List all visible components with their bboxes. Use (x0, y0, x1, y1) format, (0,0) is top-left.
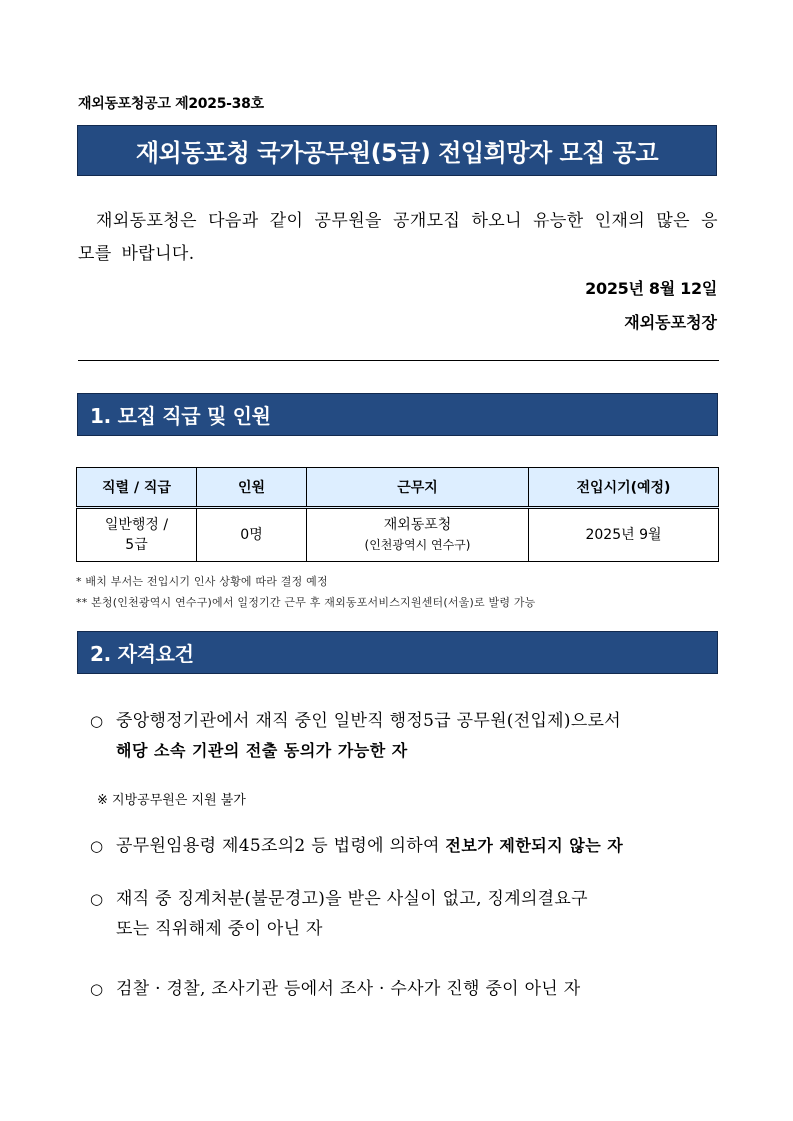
place-name: 재외동포청 (383, 517, 452, 533)
recruitment-table (76, 467, 719, 562)
requirement-item-2: ○ 공무원임용령 제45조의2 등 법령에 의하여 전보가 제한되지 않는 자 (90, 831, 718, 861)
header-period: 전입시기(예정) (529, 468, 719, 508)
requirement-item-4: ○ 검찰 · 경찰, 조사기관 등에서 조사 · 수사가 진행 중이 아닌 자 (90, 974, 718, 1004)
requirement-item-1: ○ 중앙행정기관에서 재직 중인 일반직 행정5급 공무원(전입제)으로서 해당 소속 기관의 전출 동의가 가능한 자 (90, 706, 718, 766)
table-note-1: * 배치 부서는 전입시기 인사 상황에 따라 결정 예정 (76, 575, 328, 588)
requirement-item-3: ○ 재직 중 징계처분(불문경고)을 받은 사실이 없고, 징계의결요구 또는 직위해제 중이 아닌 자 (90, 884, 718, 944)
table-row (77, 508, 719, 562)
notice-number: 재외동포청공고 제2025-38호 (78, 96, 264, 112)
bullet-icon: ○ (90, 980, 104, 998)
bullet-icon: ○ (90, 837, 104, 855)
divider (78, 360, 719, 361)
notice-date: 2025년 8월 12일 (585, 279, 717, 298)
page-title: 재외동포청 국가공무원(5급) 전입희망자 모집 공고 (77, 125, 717, 176)
cell-grade (77, 508, 197, 562)
requirement-1-emphasis: 해당 소속 기관의 전출 동의가 가능한 자 (116, 741, 408, 760)
grade-line-2: 5급 (125, 537, 148, 553)
section-heading-1: 1. 모집 직급 및 인원 (77, 393, 718, 436)
issuer: 재외동포청장 (624, 313, 717, 332)
cell-count: 0명 (197, 508, 307, 562)
header-count: 인원 (197, 468, 307, 508)
header-place: 근무지 (307, 468, 529, 508)
remark-note: ※ 지방공무원은 지원 불가 (97, 793, 246, 808)
cell-period: 2025년 9월 (529, 508, 719, 562)
header-grade: 직렬 / 직급 (77, 468, 197, 508)
place-sub: (인천광역시 연수구) (364, 538, 471, 552)
bullet-icon: ○ (90, 712, 104, 730)
intro-paragraph: 재외동포청은 다음과 같이 공무원을 공개모집 하오니 유능한 인재의 많은 응모를 바랍니다. (78, 211, 718, 264)
section-heading-2: 2. 자격요건 (77, 631, 718, 674)
table-note-2: ** 본청(인천광역시 연수구)에서 일정기간 근무 후 재외동포서비스지원센터(서울)로 발령 가능 (76, 596, 536, 609)
table-header-row (77, 468, 719, 508)
bullet-icon: ○ (90, 890, 104, 908)
grade-line-1: 일반행정 / (104, 517, 169, 533)
requirement-2-emphasis: 전보가 제한되지 않는 자 (445, 836, 624, 855)
cell-place (307, 508, 529, 562)
